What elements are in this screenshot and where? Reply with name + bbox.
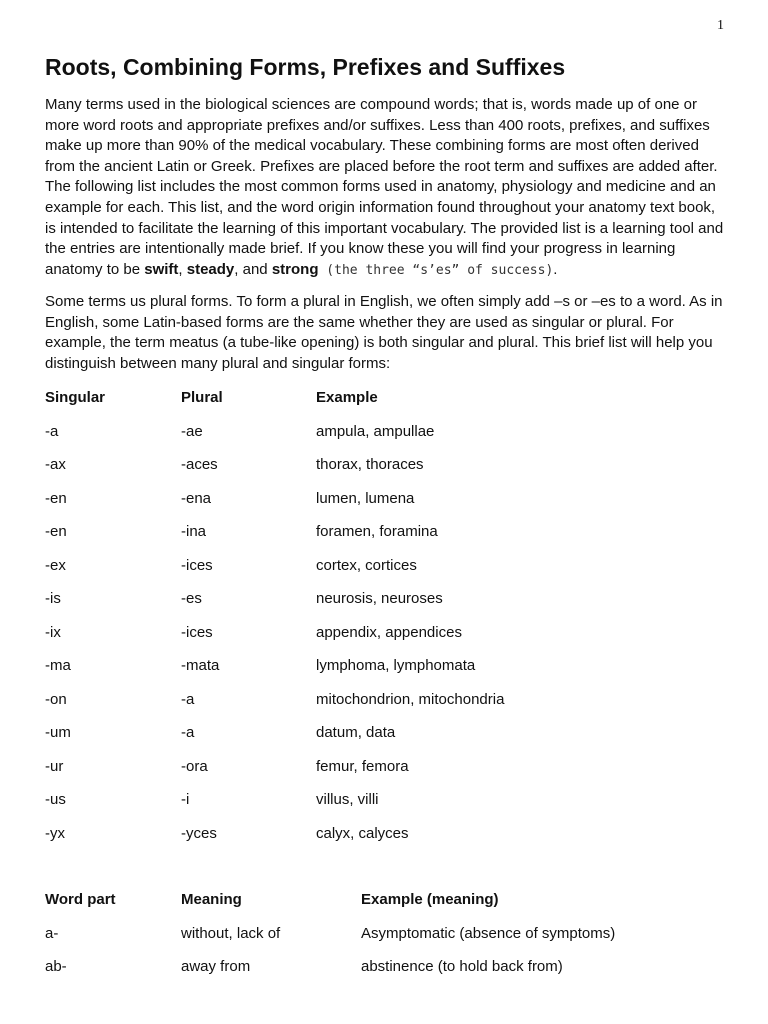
- word-part-cell: a-: [45, 924, 59, 942]
- table-row: [45, 557, 735, 591]
- plural-cell: -ae: [181, 422, 203, 440]
- header-meaning: Meaning: [181, 891, 242, 908]
- singular-cell: -um: [45, 724, 71, 741]
- intro-separator: , and: [234, 260, 272, 278]
- header-plural: Plural: [181, 389, 223, 406]
- plural-cell: -a: [181, 690, 195, 708]
- word-part-cell: ab-: [45, 958, 67, 975]
- singular-cell: -ix: [45, 623, 61, 641]
- plural-cell: -mata: [181, 657, 220, 674]
- plural-cell: -es: [181, 590, 202, 607]
- intro-paragraph: [45, 95, 725, 281]
- intro-note: (the three “s’es” of success): [318, 262, 554, 278]
- example-cell: thorax, thoraces: [316, 456, 424, 473]
- plural-cell: -ora: [181, 757, 208, 775]
- singular-cell: -ur: [45, 757, 64, 775]
- header-example-meaning: Example (meaning): [361, 891, 499, 908]
- example-cell: lymphoma, lymphomata: [316, 657, 476, 674]
- intro-end: .: [553, 260, 558, 278]
- table-row: [45, 423, 735, 457]
- header-singular: Singular: [45, 389, 106, 406]
- header-example: Example: [316, 389, 378, 406]
- example-meaning-cell: abstinence (to hold back from): [361, 958, 563, 975]
- singular-cell: -us: [45, 791, 66, 808]
- singular-cell: -a: [45, 422, 59, 440]
- plural-table-header: [45, 389, 735, 423]
- table-row: [45, 456, 735, 490]
- table-row: [45, 624, 735, 658]
- table-row: [45, 825, 735, 859]
- page-title: Roots, Combining Forms, Prefixes and Suffixes: [45, 54, 566, 80]
- example-meaning-cell: Asymptomatic (absence of symptoms): [361, 924, 616, 942]
- intro-separator: ,: [178, 260, 187, 278]
- keyword-steady: steady: [186, 260, 235, 278]
- table-row: [45, 490, 735, 524]
- example-cell: lumen, lumena: [316, 489, 415, 507]
- word-part-table-header: [45, 891, 735, 925]
- plural-cell: -aces: [181, 456, 218, 473]
- example-cell: appendix, appendices: [316, 623, 462, 641]
- table-row: [45, 758, 735, 792]
- plural-table: [45, 389, 735, 858]
- plural-cell: -ena: [181, 489, 212, 507]
- table-row: [45, 958, 735, 992]
- singular-cell: -ax: [45, 456, 66, 473]
- example-cell: datum, data: [316, 724, 396, 741]
- singular-cell: -en: [45, 489, 67, 507]
- table-row: [45, 657, 735, 691]
- plural-intro-paragraph: Some terms us plural forms. To form a plural in English, we often simply add –s or –es to a word. As in English, some Latin-based forms are the same whether they are used as singular or plural. For example, the term meatus (a tube-like opening) is both singular and plural. This brief list will help you distinguish between many plural and singular forms:: [45, 293, 723, 372]
- example-cell: foramen, foramina: [316, 523, 438, 540]
- plural-cell: -i: [181, 791, 190, 808]
- plural-cell: -ices: [181, 556, 213, 574]
- example-cell: neurosis, neuroses: [316, 590, 443, 607]
- example-cell: femur, femora: [316, 757, 409, 775]
- keyword-strong: strong: [271, 260, 319, 278]
- singular-cell: -ma: [45, 657, 71, 674]
- plural-cell: -ina: [181, 523, 207, 540]
- table-row: [45, 590, 735, 624]
- intro-text: Many terms used in the biological sciences are compound words; that is, words made up of one or more word roots and appropriate prefixes and/or suffixes. Less than 400 roots, prefixes, and suffixes make up more than 90% of the medical vocabulary. These combining forms are most often derived from the ancient Latin or Greek. Prefixes are placed before the root term and suffixes are added after. The following list includes the most common forms used in anatomy, physiology and medicine and an example for each. This list, and the word origin information found throughout your anatomy text book, is intended to facilitate the learning of this important vocabulary. The provided list is a learning tool and the entries are intentionally made brief. If you know these you will find your progress in learning anatomy to be: [45, 96, 724, 278]
- word-part-table: [45, 891, 735, 992]
- singular-cell: -en: [45, 523, 67, 540]
- plural-cell: -ices: [181, 623, 213, 641]
- keyword-swift: swift: [144, 260, 179, 278]
- example-cell: villus, villi: [316, 791, 379, 808]
- header-word-part: Word part: [45, 891, 116, 908]
- table-row: [45, 724, 735, 758]
- example-cell: mitochondrion, mitochondria: [316, 690, 505, 708]
- plural-cell: -a: [181, 724, 195, 741]
- singular-cell: -ex: [45, 556, 66, 574]
- example-cell: cortex, cortices: [316, 556, 417, 574]
- meaning-cell: without, lack of: [181, 924, 281, 942]
- table-row: [45, 523, 735, 557]
- table-row: [45, 925, 735, 959]
- example-cell: ampula, ampullae: [316, 422, 435, 440]
- page-number: 1: [717, 18, 724, 33]
- singular-cell: -yx: [45, 824, 65, 842]
- table-row: [45, 691, 735, 725]
- singular-cell: -is: [45, 590, 61, 607]
- meaning-cell: away from: [181, 958, 251, 975]
- table-row: [45, 791, 735, 825]
- singular-cell: -on: [45, 690, 67, 708]
- plural-cell: -yces: [181, 824, 217, 842]
- example-cell: calyx, calyces: [316, 824, 409, 842]
